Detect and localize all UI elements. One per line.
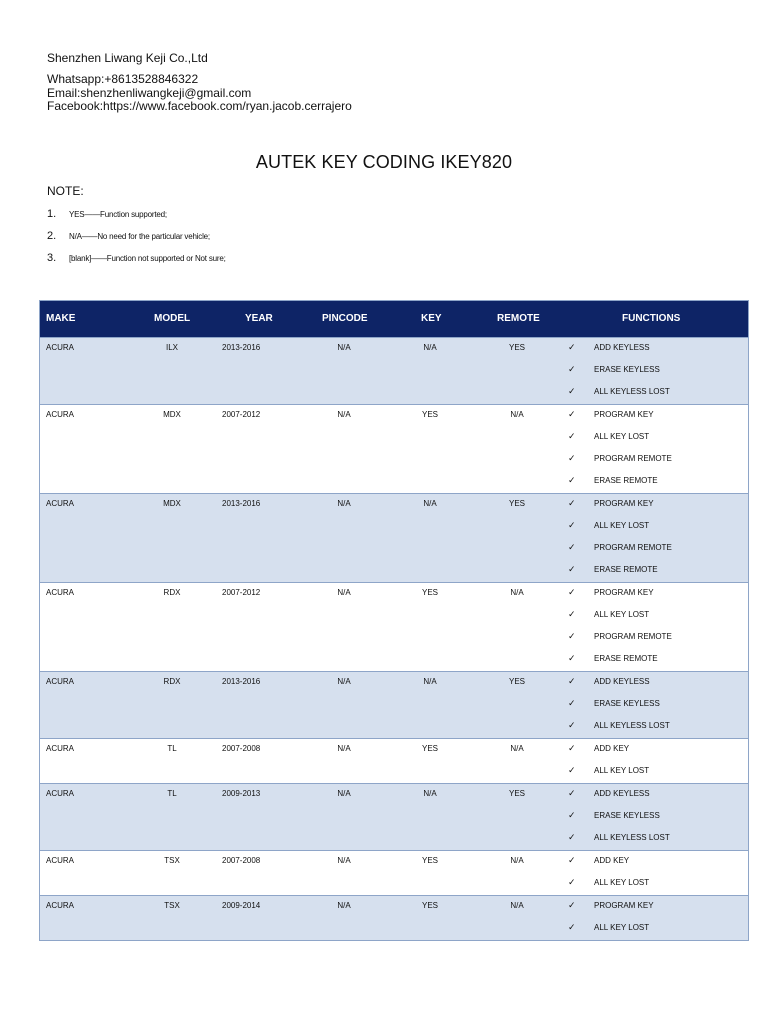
col-header-model: MODEL (154, 313, 191, 324)
checkmark-icon: ✓ (568, 923, 576, 933)
checkmark-icon: ✓ (568, 654, 576, 664)
table-row (40, 582, 748, 671)
checkmark-icon: ✓ (568, 410, 576, 420)
col-header-remote: REMOTE (497, 313, 540, 324)
coding-table (39, 300, 749, 941)
model-cell: TL (167, 744, 177, 753)
remote-cell: YES (508, 677, 525, 686)
company-name: Shenzhen Liwang Keji Co.,Ltd (47, 51, 208, 65)
note-text: [blank]——Function not supported or Not sure; (69, 254, 226, 263)
checkmark-icon: ✓ (568, 699, 576, 709)
remote-cell: YES (508, 789, 525, 798)
checkmark-icon: ✓ (568, 811, 576, 821)
checkmark-icon: ✓ (568, 789, 576, 799)
checkmark-icon: ✓ (568, 901, 576, 911)
key-cell: N/A (423, 789, 437, 798)
note-number: 1. (47, 208, 57, 220)
whatsapp-line: Whatsapp:+8613528846322 (47, 72, 199, 86)
model-cell: MDX (163, 499, 181, 508)
year-cell: 2013-2016 (222, 343, 261, 352)
pincode-cell: N/A (337, 410, 351, 419)
make-cell: ACURA (46, 856, 75, 865)
checkmark-icon: ✓ (568, 499, 576, 509)
pincode-cell: N/A (337, 744, 351, 753)
col-header-make: MAKE (46, 313, 76, 324)
checkmark-icon: ✓ (568, 766, 576, 776)
year-cell: 2007-2008 (222, 856, 261, 865)
model-cell: ILX (165, 343, 178, 352)
note-number: 2. (47, 230, 57, 242)
checkmark-icon: ✓ (568, 878, 576, 888)
function-label: ERASE KEYLESS (594, 811, 660, 820)
function-label: ADD KEYLESS (594, 343, 650, 352)
make-cell: ACURA (46, 677, 75, 686)
function-label: PROGRAM KEY (594, 410, 654, 419)
remote-cell: N/A (510, 856, 524, 865)
checkmark-icon: ✓ (568, 387, 576, 397)
checkmark-icon: ✓ (568, 543, 576, 553)
function-label: ADD KEYLESS (594, 677, 650, 686)
model-cell: TSX (164, 901, 180, 910)
make-cell: ACURA (46, 744, 75, 753)
year-cell: 2013-2016 (222, 499, 261, 508)
key-cell: N/A (423, 343, 437, 352)
year-cell: 2007-2012 (222, 588, 261, 597)
function-label: ALL KEY LOST (594, 610, 650, 619)
function-label: ERASE KEYLESS (594, 699, 660, 708)
table-row (40, 850, 748, 895)
model-cell: MDX (163, 410, 181, 419)
checkmark-icon: ✓ (568, 588, 576, 598)
function-label: ERASE REMOTE (594, 565, 658, 574)
col-header-key: KEY (421, 313, 442, 324)
checkmark-icon: ✓ (568, 610, 576, 620)
remote-cell: N/A (510, 901, 524, 910)
function-label: ADD KEY (594, 856, 630, 865)
function-label: ALL KEY LOST (594, 432, 650, 441)
function-label: PROGRAM KEY (594, 588, 654, 597)
model-cell: RDX (163, 677, 181, 686)
make-cell: ACURA (46, 901, 75, 910)
key-cell: YES (421, 588, 438, 597)
checkmark-icon: ✓ (568, 521, 576, 531)
key-cell: N/A (423, 677, 437, 686)
table-row (40, 493, 748, 582)
year-cell: 2009-2014 (222, 901, 261, 910)
function-label: ALL KEYLESS LOST (594, 721, 670, 730)
remote-cell: N/A (510, 410, 524, 419)
checkmark-icon: ✓ (568, 856, 576, 866)
checkmark-icon: ✓ (568, 721, 576, 731)
checkmark-icon: ✓ (568, 677, 576, 687)
checkmark-icon: ✓ (568, 454, 576, 464)
function-label: ALL KEY LOST (594, 521, 650, 530)
remote-cell: N/A (510, 744, 524, 753)
year-cell: 2013-2016 (222, 677, 261, 686)
key-cell: YES (421, 744, 438, 753)
function-label: ERASE REMOTE (594, 654, 658, 663)
checkmark-icon: ✓ (568, 432, 576, 442)
facebook-line: Facebook:https://www.facebook.com/ryan.jacob.cerrajero (47, 99, 352, 113)
function-label: PROGRAM REMOTE (594, 632, 672, 641)
make-cell: ACURA (46, 588, 75, 597)
checkmark-icon: ✓ (568, 565, 576, 575)
key-cell: N/A (423, 499, 437, 508)
function-label: ALL KEYLESS LOST (594, 833, 670, 842)
pincode-cell: N/A (337, 856, 351, 865)
pincode-cell: N/A (337, 499, 351, 508)
table-row (40, 338, 748, 404)
make-cell: ACURA (46, 499, 75, 508)
function-label: ALL KEY LOST (594, 878, 650, 887)
col-header-pincode: PINCODE (322, 313, 368, 324)
function-label: ALL KEY LOST (594, 766, 650, 775)
pincode-cell: N/A (337, 677, 351, 686)
checkmark-icon: ✓ (568, 632, 576, 642)
function-label: PROGRAM KEY (594, 499, 654, 508)
function-label: PROGRAM REMOTE (594, 543, 672, 552)
contact-block (47, 73, 352, 114)
note-text: YES——Function supported; (69, 210, 167, 219)
year-cell: 2007-2008 (222, 744, 261, 753)
year-cell: 2007-2012 (222, 410, 261, 419)
checkmark-icon: ✓ (568, 833, 576, 843)
remote-cell: N/A (510, 588, 524, 597)
make-cell: ACURA (46, 343, 75, 352)
table-header (40, 301, 748, 338)
pincode-cell: N/A (337, 343, 351, 352)
function-label: ADD KEY (594, 744, 630, 753)
table-row (40, 404, 748, 493)
checkmark-icon: ✓ (568, 744, 576, 754)
checkmark-icon: ✓ (568, 343, 576, 353)
function-label: ALL KEY LOST (594, 923, 650, 932)
note-heading: NOTE: (47, 184, 84, 198)
key-cell: YES (421, 901, 438, 910)
make-cell: ACURA (46, 410, 75, 419)
model-cell: TL (167, 789, 177, 798)
year-cell: 2009-2013 (222, 789, 261, 798)
pincode-cell: N/A (337, 588, 351, 597)
function-label: ERASE REMOTE (594, 476, 658, 485)
function-label: ADD KEYLESS (594, 789, 650, 798)
email-line: Email:shenzhenliwangkeji@gmail.com (47, 85, 252, 100)
key-cell: YES (421, 856, 438, 865)
remote-cell: YES (508, 499, 525, 508)
note-text: N/A——No need for the particular vehicle; (69, 232, 210, 241)
table-row (40, 738, 748, 783)
pincode-cell: N/A (337, 789, 351, 798)
checkmark-icon: ✓ (568, 476, 576, 486)
table-row (40, 783, 748, 850)
function-label: PROGRAM KEY (594, 901, 654, 910)
table-row (40, 671, 748, 738)
page-title: AUTEK KEY CODING IKEY820 (255, 152, 513, 172)
col-header-year: YEAR (245, 313, 273, 324)
col-header-functions: FUNCTIONS (622, 313, 681, 324)
model-cell: TSX (164, 856, 180, 865)
table-body (40, 338, 748, 940)
pincode-cell: N/A (337, 901, 351, 910)
key-cell: YES (421, 410, 438, 419)
function-label: ERASE KEYLESS (594, 365, 660, 374)
function-label: PROGRAM REMOTE (594, 454, 672, 463)
note-number: 3. (47, 252, 57, 264)
remote-cell: YES (508, 343, 525, 352)
function-label: ALL KEYLESS LOST (594, 387, 670, 396)
checkmark-icon: ✓ (568, 365, 576, 375)
model-cell: RDX (163, 588, 181, 597)
make-cell: ACURA (46, 789, 75, 798)
table-row (40, 895, 748, 940)
